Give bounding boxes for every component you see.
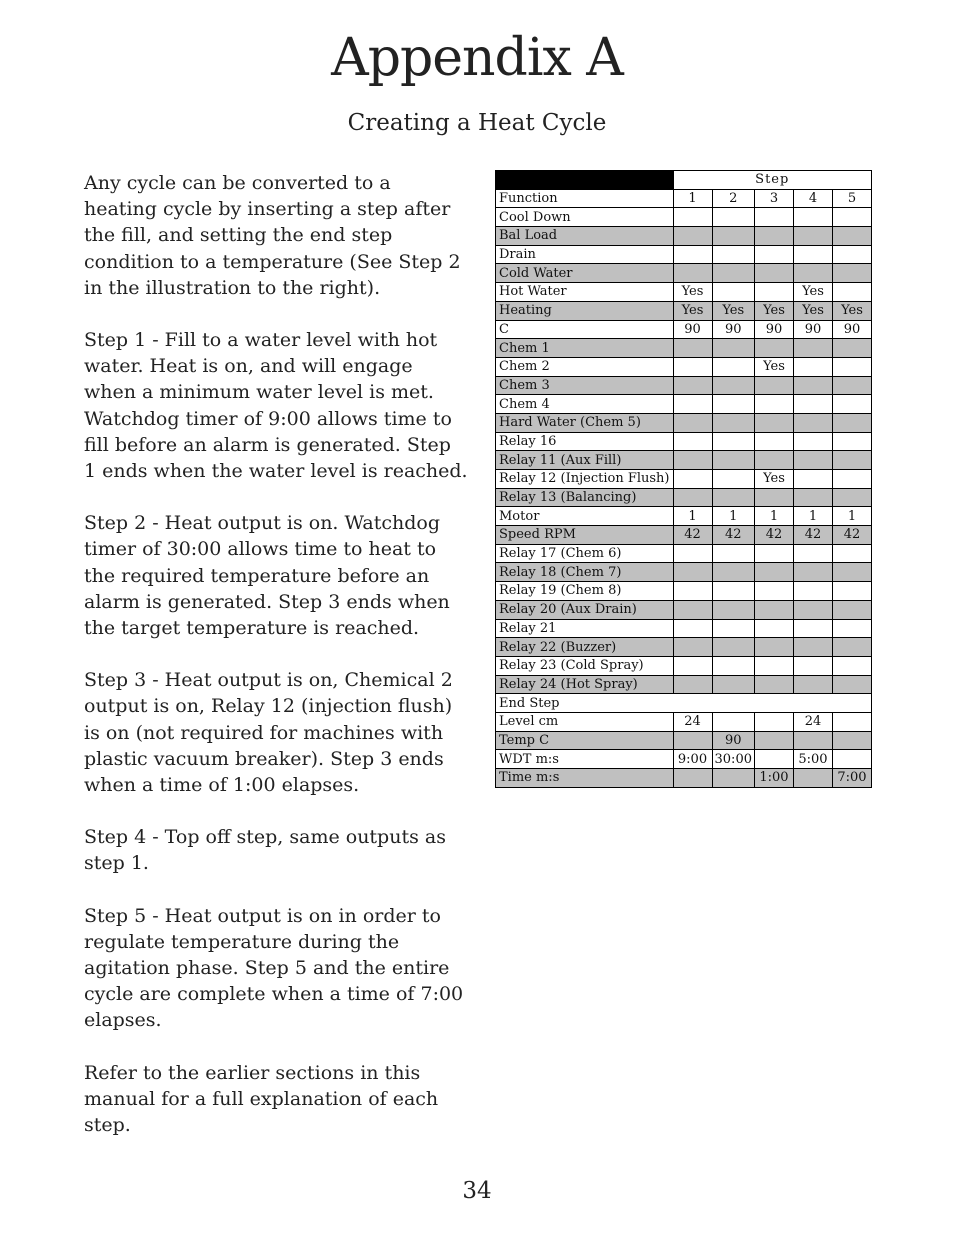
row-value-step-1: [673, 376, 712, 395]
row-value-step-2: [712, 357, 754, 376]
row-value-step-1: [673, 619, 712, 638]
row-value-step-4: [793, 208, 832, 227]
row-value-step-2: [712, 600, 754, 619]
row-value-step-3: Yes: [754, 301, 793, 320]
row-value-step-4: [793, 245, 832, 264]
paragraph-refer: Refer to the earlier sections in this manual for a full explanation of each step.: [84, 1061, 439, 1137]
row-value-step-4: 90: [793, 320, 832, 339]
row-value-step-3: [754, 208, 793, 227]
row-value-step-1: [673, 208, 712, 227]
row-value-step-3: 90: [754, 320, 793, 339]
row-label: WDT m:s: [496, 750, 674, 769]
row-label: Time m:s: [496, 769, 674, 788]
row-value-step-2: [712, 769, 754, 788]
table-row: [496, 488, 872, 507]
row-value-step-5: 42: [832, 526, 871, 545]
step-number-2: 2: [712, 189, 754, 208]
row-label: Cold Water: [496, 264, 674, 283]
row-value-step-3: Yes: [754, 470, 793, 489]
page-title: Appendix A: [331, 28, 623, 88]
row-value-step-3: [754, 600, 793, 619]
row-label: Cool Down: [496, 208, 674, 227]
table-row: [496, 339, 872, 358]
row-value-step-2: [712, 712, 754, 731]
row-value-step-5: [832, 432, 871, 451]
row-value-step-5: [832, 656, 871, 675]
row-value-step-1: [673, 731, 712, 750]
end-step-label: End Step: [496, 694, 872, 713]
row-label: Chem 1: [496, 339, 674, 358]
page-subtitle: Creating a Heat Cycle: [347, 110, 607, 136]
row-value-step-4: 1: [793, 507, 832, 526]
row-value-step-1: [673, 432, 712, 451]
step-number-1: 1: [673, 189, 712, 208]
table-row: [496, 712, 872, 731]
row-value-step-4: 5:00: [793, 750, 832, 769]
row-value-step-2: 90: [712, 731, 754, 750]
row-value-step-3: 42: [754, 526, 793, 545]
row-value-step-3: [754, 582, 793, 601]
table-row: [496, 675, 872, 694]
row-value-step-5: [832, 413, 871, 432]
function-header: Function: [496, 189, 674, 208]
row-value-step-3: [754, 750, 793, 769]
row-value-step-1: [673, 357, 712, 376]
paragraph-step-4: Step 4 - Top off step, same outputs as step 1.: [84, 826, 446, 875]
row-value-step-5: [832, 544, 871, 563]
table-row: [496, 245, 872, 264]
row-value-step-5: 1: [832, 507, 871, 526]
row-value-step-3: [754, 264, 793, 283]
step-number-3: 3: [754, 189, 793, 208]
table-row: [496, 208, 872, 227]
table-row: [496, 544, 872, 563]
row-label: C: [496, 320, 674, 339]
row-value-step-1: [673, 488, 712, 507]
row-value-step-2: [712, 283, 754, 302]
row-value-step-3: [754, 376, 793, 395]
row-value-step-3: [754, 283, 793, 302]
row-value-step-4: [793, 432, 832, 451]
paragraph-step-1: Step 1 - Fill to a water level with hot water. Heat is on, and will engage when a minimum water level is met. Watchdog timer of 9:00 allows time to fill before an alarm is generated. Step 1 ends when the water level is reached.: [84, 329, 468, 483]
row-value-step-5: [832, 563, 871, 582]
row-value-step-5: [832, 470, 871, 489]
step-header: Step: [673, 171, 871, 190]
row-value-step-4: [793, 675, 832, 694]
row-value-step-1: [673, 638, 712, 657]
row-label: Temp C: [496, 731, 674, 750]
row-value-step-3: [754, 451, 793, 470]
row-value-step-2: [712, 245, 754, 264]
row-value-step-1: [673, 582, 712, 601]
row-value-step-5: [832, 395, 871, 414]
row-value-step-5: [832, 638, 871, 657]
row-value-step-2: [712, 544, 754, 563]
row-label: Level cm: [496, 712, 674, 731]
row-value-step-4: [793, 451, 832, 470]
body-text: [84, 170, 469, 1164]
row-value-step-3: [754, 544, 793, 563]
row-value-step-1: 1: [673, 507, 712, 526]
row-value-step-4: [793, 376, 832, 395]
step-number-5: 5: [832, 189, 871, 208]
row-label: Relay 13 (Balancing): [496, 488, 674, 507]
row-value-step-4: [793, 413, 832, 432]
row-label: Relay 24 (Hot Spray): [496, 675, 674, 694]
row-value-step-2: [712, 413, 754, 432]
row-value-step-2: [712, 451, 754, 470]
row-value-step-3: [754, 227, 793, 246]
row-value-step-5: [832, 731, 871, 750]
row-label: Relay 19 (Chem 8): [496, 582, 674, 601]
heat-cycle-table: [495, 170, 872, 788]
row-value-step-1: 9:00: [673, 750, 712, 769]
row-label: Chem 2: [496, 357, 674, 376]
row-value-step-4: [793, 619, 832, 638]
row-value-step-5: [832, 619, 871, 638]
table-row: [496, 563, 872, 582]
row-value-step-1: 42: [673, 526, 712, 545]
row-value-step-4: [793, 638, 832, 657]
row-value-step-2: [712, 432, 754, 451]
table-row: [496, 395, 872, 414]
row-value-step-5: [832, 451, 871, 470]
row-value-step-3: Yes: [754, 357, 793, 376]
table-row: [496, 582, 872, 601]
row-value-step-3: [754, 638, 793, 657]
step-number-4: 4: [793, 189, 832, 208]
table-row: [496, 750, 872, 769]
row-value-step-1: Yes: [673, 301, 712, 320]
table-row: [496, 357, 872, 376]
row-value-step-5: 7:00: [832, 769, 871, 788]
row-label: Relay 20 (Aux Drain): [496, 600, 674, 619]
row-value-step-1: [673, 769, 712, 788]
row-value-step-4: [793, 600, 832, 619]
row-value-step-2: [712, 470, 754, 489]
row-value-step-1: [673, 264, 712, 283]
row-value-step-2: [712, 395, 754, 414]
row-value-step-4: [793, 357, 832, 376]
table-row: [496, 264, 872, 283]
row-value-step-4: [793, 563, 832, 582]
table-corner-cell: [496, 171, 674, 190]
row-label: Relay 18 (Chem 7): [496, 563, 674, 582]
row-value-step-5: [832, 600, 871, 619]
row-value-step-2: [712, 619, 754, 638]
row-label: Relay 17 (Chem 6): [496, 544, 674, 563]
page-number: 34: [462, 1178, 492, 1204]
row-value-step-4: Yes: [793, 283, 832, 302]
row-value-step-3: [754, 656, 793, 675]
paragraph-step-3: Step 3 - Heat output is on, Chemical 2 output is on, Relay 12 (injection flush) is on (not required for machines with plastic vacuum breaker). Step 3 ends when a time of 1:00 elapses.: [84, 669, 453, 797]
row-value-step-3: [754, 413, 793, 432]
row-value-step-4: [793, 395, 832, 414]
row-label: Bal Load: [496, 227, 674, 246]
row-value-step-4: 42: [793, 526, 832, 545]
row-value-step-1: [673, 451, 712, 470]
row-value-step-4: [793, 264, 832, 283]
row-value-step-5: 90: [832, 320, 871, 339]
row-value-step-3: 1: [754, 507, 793, 526]
row-label: Heating: [496, 301, 674, 320]
row-value-step-1: [673, 245, 712, 264]
row-value-step-1: [673, 395, 712, 414]
row-value-step-3: [754, 488, 793, 507]
row-value-step-4: [793, 227, 832, 246]
row-value-step-2: [712, 264, 754, 283]
row-value-step-1: [673, 413, 712, 432]
row-value-step-1: 90: [673, 320, 712, 339]
row-value-step-2: [712, 488, 754, 507]
row-value-step-1: 24: [673, 712, 712, 731]
row-value-step-5: [832, 675, 871, 694]
row-value-step-5: [832, 245, 871, 264]
row-value-step-1: [673, 227, 712, 246]
row-value-step-5: [832, 750, 871, 769]
row-value-step-3: [754, 712, 793, 731]
table-row: [496, 619, 872, 638]
table-row: [496, 451, 872, 470]
paragraph-step-2: Step 2 - Heat output is on. Watchdog timer of 30:00 allows time to heat to the required temperature before an alarm is generated. Step 3 ends when the target temperature is reached.: [84, 512, 450, 640]
row-value-step-3: 1:00: [754, 769, 793, 788]
row-value-step-3: [754, 339, 793, 358]
paragraph-step-5: Step 5 - Heat output is on in order to regulate temperature during the agitation phase. Step 5 and the entire cycle are complete when a time of 7:00 elapses.: [84, 904, 464, 1032]
row-value-step-4: 24: [793, 712, 832, 731]
row-label: Relay 22 (Buzzer): [496, 638, 674, 657]
row-value-step-2: [712, 656, 754, 675]
table-row: [496, 376, 872, 395]
table-function-row: [496, 189, 872, 208]
row-value-step-5: [832, 208, 871, 227]
row-value-step-5: [832, 357, 871, 376]
row-label: Hot Water: [496, 283, 674, 302]
row-value-step-1: [673, 339, 712, 358]
row-value-step-4: [793, 339, 832, 358]
row-value-step-1: Yes: [673, 283, 712, 302]
row-label: Drain: [496, 245, 674, 264]
table-row: [496, 507, 872, 526]
table-row: [496, 470, 872, 489]
row-value-step-1: [673, 600, 712, 619]
row-value-step-2: [712, 675, 754, 694]
table-row: [496, 656, 872, 675]
row-label: Relay 12 (Injection Flush): [496, 470, 674, 489]
row-label: Relay 11 (Aux Fill): [496, 451, 674, 470]
row-value-step-2: [712, 208, 754, 227]
row-value-step-4: [793, 769, 832, 788]
row-value-step-2: [712, 339, 754, 358]
row-label: Motor: [496, 507, 674, 526]
table-row: [496, 769, 872, 788]
end-step-row: [496, 694, 872, 713]
row-value-step-2: [712, 582, 754, 601]
row-value-step-3: [754, 395, 793, 414]
row-value-step-4: [793, 470, 832, 489]
row-value-step-5: [832, 264, 871, 283]
row-value-step-5: [832, 582, 871, 601]
table-row: [496, 413, 872, 432]
row-value-step-5: [832, 712, 871, 731]
row-value-step-3: [754, 619, 793, 638]
row-label: Relay 23 (Cold Spray): [496, 656, 674, 675]
row-value-step-2: 90: [712, 320, 754, 339]
table-row: [496, 301, 872, 320]
row-value-step-3: [754, 731, 793, 750]
row-value-step-2: Yes: [712, 301, 754, 320]
row-value-step-5: [832, 227, 871, 246]
row-label: Relay 21: [496, 619, 674, 638]
row-value-step-5: Yes: [832, 301, 871, 320]
table-row: [496, 731, 872, 750]
row-value-step-2: 42: [712, 526, 754, 545]
row-value-step-3: [754, 675, 793, 694]
row-value-step-4: Yes: [793, 301, 832, 320]
row-value-step-3: [754, 245, 793, 264]
table-row: [496, 600, 872, 619]
row-value-step-5: [832, 488, 871, 507]
row-value-step-3: [754, 432, 793, 451]
row-value-step-2: [712, 563, 754, 582]
row-value-step-3: [754, 563, 793, 582]
row-value-step-5: [832, 376, 871, 395]
row-label: Relay 16: [496, 432, 674, 451]
row-value-step-2: [712, 227, 754, 246]
row-value-step-2: [712, 638, 754, 657]
row-value-step-4: [793, 582, 832, 601]
paragraph-intro: Any cycle can be converted to a heating cycle by inserting a step after the fill, and setting the end step condition to a temperature (See Step 2 in the illustration to the right).: [84, 172, 461, 299]
table-row: [496, 320, 872, 339]
row-value-step-1: [673, 544, 712, 563]
row-value-step-5: [832, 339, 871, 358]
table-row: [496, 638, 872, 657]
row-value-step-4: [793, 544, 832, 563]
row-value-step-4: [793, 488, 832, 507]
row-value-step-1: [673, 470, 712, 489]
row-label: Chem 4: [496, 395, 674, 414]
row-value-step-1: [673, 656, 712, 675]
table-row: [496, 283, 872, 302]
table-step-header-row: [496, 171, 872, 190]
row-value-step-4: [793, 731, 832, 750]
table-row: [496, 432, 872, 451]
row-label: Hard Water (Chem 5): [496, 413, 674, 432]
table-row: [496, 526, 872, 545]
row-value-step-2: [712, 376, 754, 395]
row-label: Speed RPM: [496, 526, 674, 545]
table-body: [496, 171, 872, 788]
table-row: [496, 227, 872, 246]
row-value-step-1: [673, 675, 712, 694]
row-value-step-4: [793, 656, 832, 675]
row-value-step-2: 1: [712, 507, 754, 526]
row-value-step-5: [832, 283, 871, 302]
row-value-step-1: [673, 563, 712, 582]
row-value-step-2: 30:00: [712, 750, 754, 769]
row-label: Chem 3: [496, 376, 674, 395]
